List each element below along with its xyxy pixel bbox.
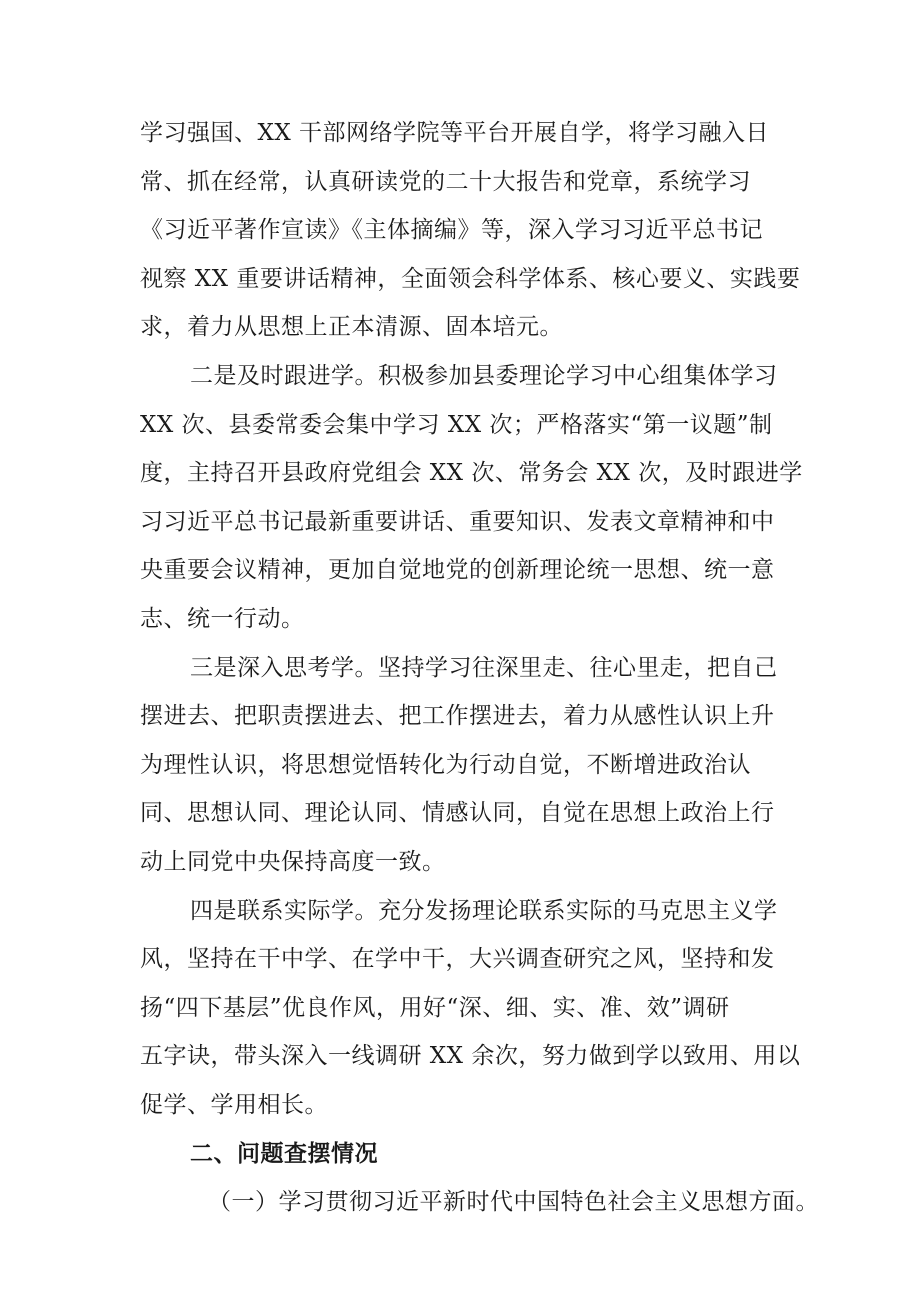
text-line: XX 次、县委常委会集中学习 XX 次；严格落实“第一议题”制	[140, 411, 773, 438]
text-line: 央重要会议精神，更加自觉地党的创新理论统一思想、统一意	[140, 557, 775, 584]
text-line: 动上同党中央保持高度一致。	[140, 849, 446, 875]
paragraph-start-line: 四是联系实际学。充分发扬理论联系实际的马克思主义学	[190, 897, 778, 924]
text-line: 风，坚持在干中学、在学中干，大兴调查研究之风，坚持和发	[140, 946, 775, 973]
section-heading: 二、问题查摆情况	[190, 1140, 378, 1167]
text-line: 习习近平总书记最新重要讲话、重要知识、发表文章精神和中	[140, 508, 775, 535]
text-line: 摆进去、把职责摆进去、把工作摆进去，着力从感性认识上升	[140, 703, 775, 730]
text-line: 志、统一行动。	[140, 606, 305, 632]
text-line: 《习近平著作宣读》《主体摘编》等，深入学习习近平总书记	[140, 217, 763, 244]
text-line: 五字诀，带头深入一线调研 XX 余次，努力做到学以致用、用以	[140, 1043, 801, 1070]
subsection-heading: （一）学习贯彻习近平新时代中国特色社会主义思想方面。	[208, 1189, 819, 1216]
text-line: 同、思想认同、理论认同、情感认同，自觉在思想上政治上行	[140, 800, 775, 827]
text-line: 常、抓在经常，认真研读党的二十大报告和党章，系统学习	[140, 168, 751, 195]
text-line: 视察 XX 重要讲话精神，全面领会科学体系、核心要义、实践要	[140, 265, 801, 292]
text-line: 度，主持召开县政府党组会 XX 次、常务会 XX 次，及时跟进学	[140, 460, 803, 487]
text-line: 扬“四下基层”优良作风，用好“深、细、实、准、效”调研	[140, 994, 730, 1021]
text-line: 促学、学用相长。	[140, 1092, 328, 1118]
text-line: 为理性认识，将思想觉悟转化为行动自觉，不断增进政治认	[140, 751, 751, 778]
paragraph-start-line: 二是及时跟进学。积极参加县委理论学习中心组集体学习	[190, 363, 778, 389]
paragraph-start-line: 三是深入思考学。坚持学习往深里走、往心里走，把自己	[190, 654, 778, 681]
text-line: 求，着力从思想上正本清源、固本培元。	[140, 314, 563, 341]
text-line: 学习强国、XX 干部网络学院等平台开展自学，将学习融入日	[140, 120, 770, 146]
